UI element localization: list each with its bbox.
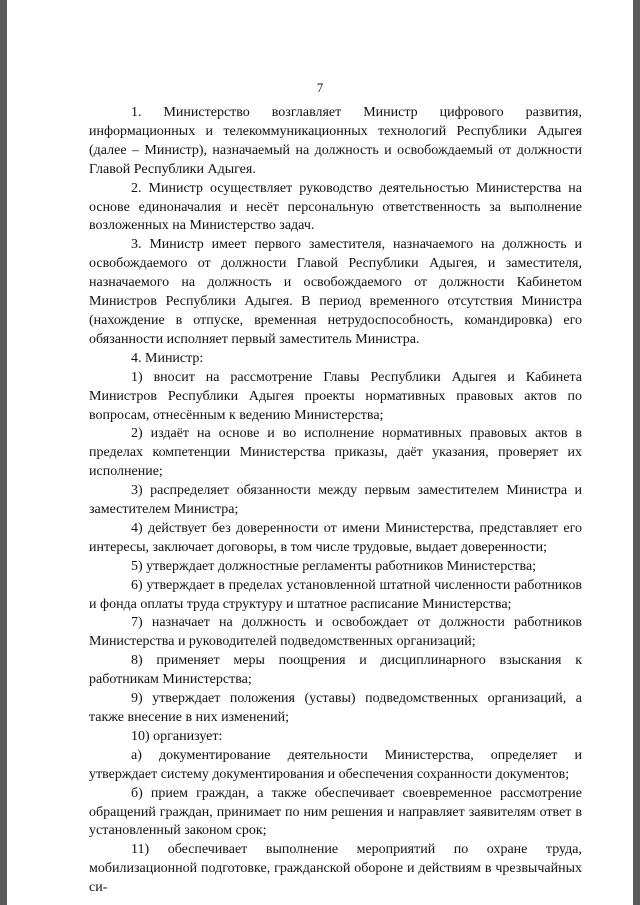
list-item-6: 6) утверждает в пределах установленной штатной численности работников и фонда оплаты труда структуру и штатное расписание Министерства; xyxy=(89,577,582,612)
list-item-4: 4) действует без доверенности от имени Министерства, представляет его интересы, заключает договоры, в том числе трудовые, выдает доверенности; xyxy=(89,520,582,555)
list-item-7: 7) назначает на должность и освобождает от должности работников Министерства и руководителей подведомственных организаций; xyxy=(89,615,582,650)
list-item-2: 2) издаёт на основе и во исполнение нормативных правовых актов в пределах компетенции Министерства приказы, даёт указания, проверяет их исполнение; xyxy=(89,426,582,480)
sub-item-a: а) документирование деятельности Министерства, определяет и утверждает систему документирования и обеспечения сохранности документов; xyxy=(89,747,582,782)
document-body xyxy=(89,104,582,898)
document-page xyxy=(7,0,633,905)
paragraph-2: 2. Министр осуществляет руководство деятельностью Министерства на основе единоначалия и несёт персональную ответственность за выполнение возложенных на Министерство задач. xyxy=(89,180,582,234)
page-number: 7 xyxy=(316,80,324,95)
list-item-9: 9) утверждает положения (уставы) подведомственных организаций, а также внесение в них изменений; xyxy=(89,691,582,725)
sub-item-b: б) прием граждан, а также обеспечивает своевременное рассмотрение обращений граждан, принимает по ним решения и направляет заявителям ответ в установленный законом срок; xyxy=(89,785,582,839)
paragraph-1: 1. Министерство возглавляет Министр цифрового развития, информационных и телекоммуникационных технологий Республики Адыгея (далее – Министр), назначаемый на должность и освобождаемый от должности Главой Республики Адыгея. xyxy=(89,105,582,177)
list-item-5: 5) утверждает должностные регламенты работников Министерства; xyxy=(131,558,537,574)
scan-edge-right xyxy=(633,0,640,905)
paragraph-4: 4. Министр: xyxy=(131,350,204,366)
paragraph-3: 3. Министр имеет первого заместителя, назначаемого на должность и освобождаемого от должности Главой Республики Адыгея, и заместителя, назначаемого на должность и освобождаемого от должности Кабинетом Министров Республики Адыгея. В период временного отсутствия Министра (нахождение в отпуске, временная нетрудоспособность, командировка) его обязанности исполняет первый заместитель Министра. xyxy=(89,237,582,347)
list-item-3: 3) распределяет обязанности между первым заместителем Министра и заместителем Министра; xyxy=(89,483,582,518)
scan-edge-left xyxy=(0,0,7,905)
list-item-11: 11) обеспечивает выполнение мероприятий по охране труда, мобилизационной подготовке, гражданской обороне и действиям в чрезвычайных си- xyxy=(89,842,582,896)
list-item-1: 1) вносит на рассмотрение Главы Республики Адыгея и Кабинета Министров Республики Адыгея проекты нормативных правовых актов по вопросам, отнесённым к ведению Министерства; xyxy=(89,369,582,423)
list-item-8: 8) применяет меры поощрения и дисциплинарного взыскания к работникам Министерства; xyxy=(89,653,582,688)
list-item-10: 10) организует: xyxy=(131,728,223,744)
